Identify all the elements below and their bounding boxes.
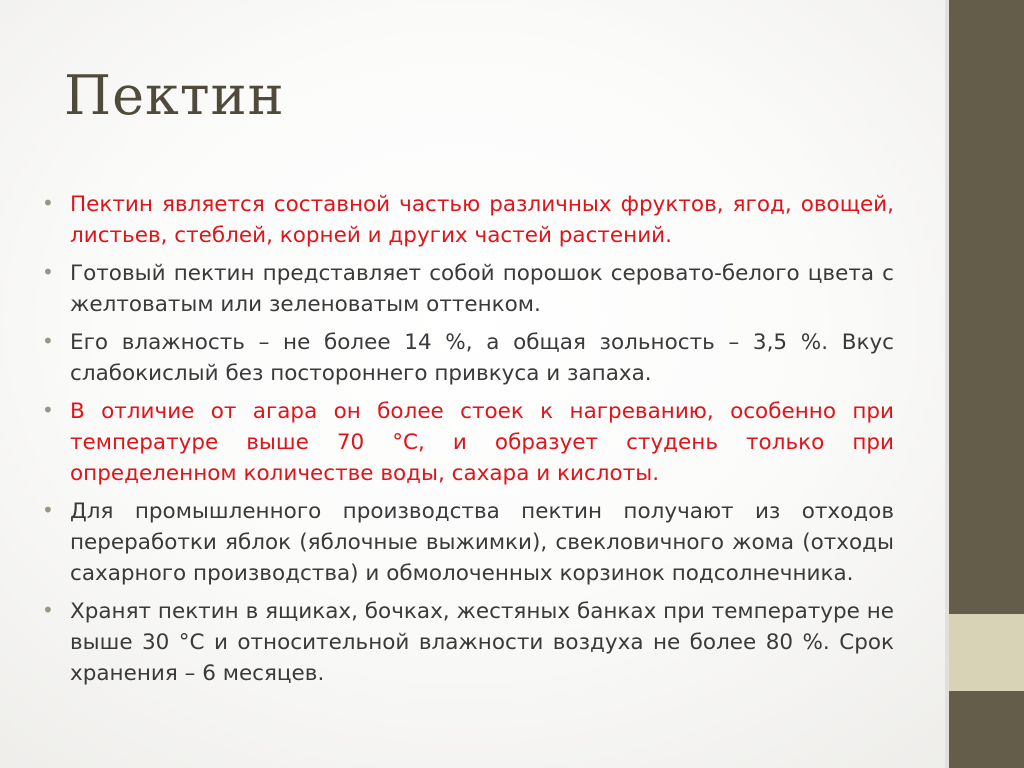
bullet-text: Для промышленного производства пектин получают из отходов переработки яблок (яблочные выжимки), свекловичного жома (отходы сахарного производства) и обмолоченных корзинок подсолнечника.: [70, 499, 894, 586]
bullet-item: [42, 496, 894, 589]
bullet-text: Пектин является составной частью различных фруктов, ягод, овощей, листьев, стеблей, корней и других частей растений.: [70, 192, 894, 248]
bullet-dot-icon: •: [42, 398, 54, 422]
bullet-dot-icon: •: [42, 498, 54, 522]
bullet-item: [42, 396, 894, 489]
bullet-list: [42, 189, 894, 696]
side-decoration-accent: [949, 614, 1024, 691]
bullet-dot-icon: •: [42, 598, 54, 622]
bullet-text: В отличие от агара он более стоек к нагреванию, особенно при температуре выше 70 °С, и образует студень только при определенном количестве воды, сахара и кислоты.: [70, 399, 894, 486]
bullet-item: [42, 258, 894, 320]
bullet-item: [42, 596, 894, 689]
bullet-item: [42, 327, 894, 389]
bullet-text: Его влажность – не более 14 %, а общая зольность – 3,5 %. Вкус слабокислый без постороннего привкуса и запаха.: [70, 330, 894, 386]
bullet-text: Готовый пектин представляет собой порошок серовато-белого цвета с желтоватым или зеленоватым оттенком.: [70, 261, 894, 317]
bullet-dot-icon: •: [42, 191, 54, 215]
bullet-item: [42, 189, 894, 251]
bullet-text: Хранят пектин в ящиках, бочках, жестяных банках при температуре не выше 30 °С и относительной влажности воздуха не более 80 %. Срок хранения – 6 месяцев.: [70, 599, 894, 686]
bullet-dot-icon: •: [42, 260, 54, 284]
bullet-dot-icon: •: [42, 329, 54, 353]
slide-title: Пектин: [64, 64, 285, 127]
